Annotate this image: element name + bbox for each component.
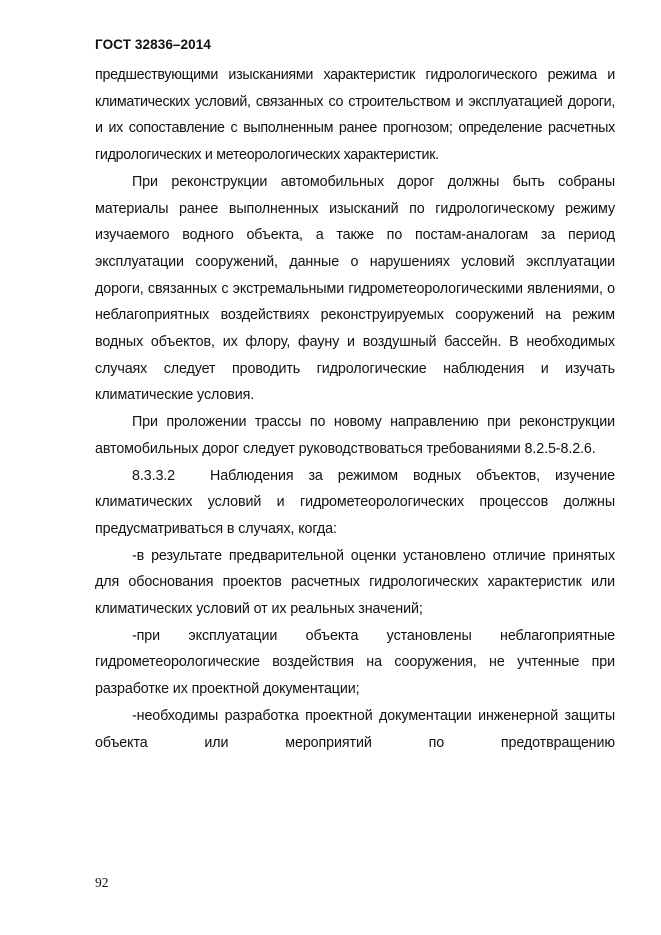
clause-number: 8.3.3.2 [132,467,176,484]
paragraph-continuation: предшествующими изысканиями характеристик гидрологического режима и климатических условий, связанных со строительством и эксплуатацией дороги, и их сопоставление с выполненным ранее прогнозом; определение расчетных гидрологических и метеорологических характеристик. [95,67,615,164]
page-number: 92 [95,875,109,890]
clause-text: Наблюдения за режимом водных объектов, изучение климатических условий и гидрометеорологических процессов должны предусматриваться в случаях, когда: [95,467,615,537]
list-item-engineering-protection: -необходимы разработка проектной документации инженерной защиты объекта или мероприятий по предотвращению [95,707,615,751]
list-item-operation-impacts: -при эксплуатации объекта установлены неблагоприятные гидрометеорологические воздействия на сооружения, не учтенные при разработке их проектной документации; [95,627,615,698]
document-body [95,62,615,756]
document-header: ГОСТ 32836–2014 [95,37,211,52]
paragraph-reconstruction-materials: При реконструкции автомобильных дорог должны быть собраны материалы ранее выполненных изысканий по гидрологическому режиму изучаемого водного объекта, а также по постам-аналогам за период эксплуатации сооружений, данные о нарушениях условий эксплуатации дороги, связанных с экстремальными гидрометеорологическими явлениями, о неблагоприятных воздействиях реконструируемых сооружений на режим водных объектов, их флору, фауну и воздушный бассейн. В необходимых случаях следует проводить гидрологические наблюдения и изучать климатические условия. [95,173,615,404]
list-item-preliminary-assessment: -в результате предварительной оценки установлено отличие принятых для обоснования проектов расчетных гидрологических характеристик или климатических условий от их реальных значений; [95,547,615,618]
paragraph-clause-8-3-3-2 [95,463,615,543]
paragraph-new-route: При проложении трассы по новому направлению при реконструкции автомобильных дорог следует руководствоваться требованиями 8.2.5-8.2.6. [95,414,615,457]
